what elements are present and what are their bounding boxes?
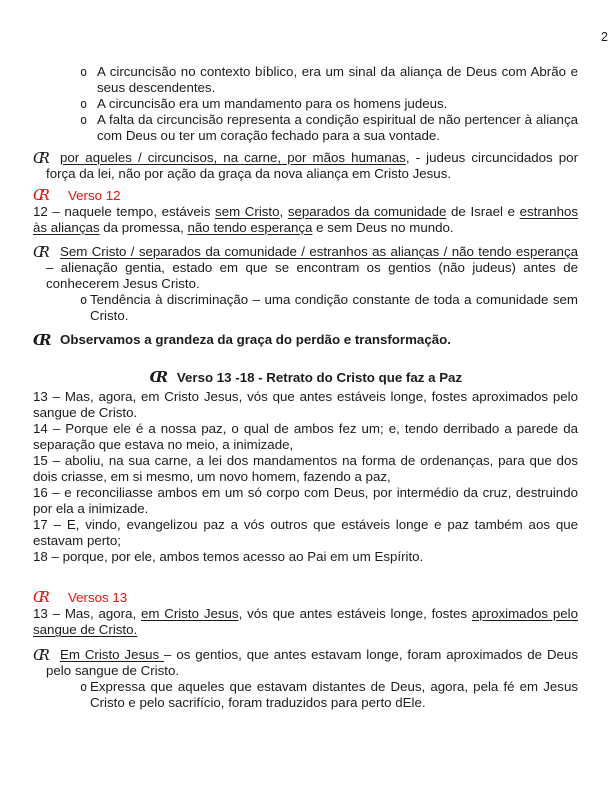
cr-note-circumcised	[33, 150, 578, 182]
verse-16-text: 16 – e reconciliasse ambos em um só corpo com Deus, por intermédio da cruz, destruindo por ela a inimizade.	[33, 485, 578, 516]
section-heading-verses-13-18	[33, 369, 578, 386]
circle-bullet-icon	[80, 292, 87, 308]
list-item-text: A circuncisão no contexto bíblico, era um sinal da aliança de Deus com Abrão e seus descendentes.	[97, 64, 578, 95]
heading-text: Versos 13	[68, 590, 128, 605]
cr-ornament-icon	[33, 187, 53, 203]
list-item-text: A falta da circuncisão representa a condição espiritual de não pertencer à aliança com Deus ou ter um coração fechado para a sua vontade.	[97, 112, 578, 143]
verse-12-heading	[33, 187, 578, 204]
cr-ornament-icon	[33, 150, 53, 166]
note-text	[46, 244, 578, 291]
sub-bullet-list-expressa	[33, 679, 578, 711]
verse-17-text: 17 – E, vindo, evangelizou paz a vós outros que estáveis longe e paz também aos que estavam perto;	[33, 517, 578, 548]
underlined-text-run: Em Cristo Jesus	[60, 647, 165, 662]
heading-text: Verso 12	[68, 188, 121, 203]
verse-12-text	[33, 204, 578, 236]
cr-note-in-christ-jesus	[33, 647, 578, 679]
text-run: 12 – naquele tempo, estáveis	[33, 204, 216, 219]
verse-13-text: 13 – Mas, agora, em Cristo Jesus, vós que antes estáveis longe, fostes aproximados pelo sangue de Cristo.	[33, 389, 578, 420]
circle-bullet-icon	[80, 64, 87, 80]
page-content	[0, 64, 612, 711]
text-run: da promessa,	[99, 220, 188, 235]
list-item	[33, 64, 578, 96]
note-text: Observamos a grandeza da graça do perdão e transformação.	[60, 332, 451, 347]
underlined-text-run: estranhos às alianças	[33, 204, 579, 235]
text-run: 13 – Mas, agora,	[33, 606, 141, 621]
sub-bullet-list-discrimination	[33, 292, 578, 324]
note-text	[46, 150, 578, 181]
list-item-text: Tendência à discriminação – uma condição constante de toda a comunidade sem Cristo.	[90, 292, 578, 323]
cr-ornament-icon	[33, 332, 53, 348]
cr-note-observation	[33, 332, 578, 348]
list-item	[33, 96, 578, 112]
text-run: de Israel e	[446, 204, 520, 219]
verse-14-text: 14 – Porque ele é a nossa paz, o qual de ambos fez um; e, tendo derribado a parede da separação que estava no meio, a inimizade,	[33, 421, 578, 452]
page-number: 2	[601, 30, 608, 44]
underlined-text-run: em Cristo Jesus	[140, 606, 239, 621]
circle-bullet-icon	[80, 96, 87, 112]
circle-bullet-icon	[80, 112, 87, 128]
text-run: e sem Deus no mundo.	[312, 220, 454, 235]
list-item	[33, 112, 578, 144]
list-item-text: Expressa que aqueles que estavam distantes de Deus, agora, pela fé em Jesus Cristo e pelo sacrifício, foram traduzidos para perto dEle.	[90, 679, 578, 710]
versos-13-heading	[33, 589, 578, 606]
cr-ornament-icon	[149, 369, 169, 385]
underlined-text-run: aproximados pelo sangue de Cristo.	[33, 606, 578, 637]
text-run: ,	[279, 204, 288, 219]
verse-13-underlined-text	[33, 606, 578, 638]
cr-note-alienation	[33, 244, 578, 292]
bullet-list-circumcision	[33, 64, 578, 144]
underlined-text-run: separados da comunidade	[287, 204, 447, 219]
list-item	[33, 292, 578, 324]
circle-bullet-icon	[80, 679, 87, 695]
cr-ornament-icon	[33, 589, 53, 605]
underlined-text-run: por aqueles / circuncisos, na carne, por mãos humanas	[60, 150, 406, 165]
verse-15-text: 15 – aboliu, na sua carne, a lei dos mandamentos na forma de ordenanças, para que dos dois criasse, em si mesmo, um novo homem, fazendo a paz,	[33, 453, 578, 484]
cr-ornament-icon	[33, 647, 53, 663]
verse-18-text: 18 – porque, por ele, ambos temos acesso ao Pai em um Espírito.	[33, 549, 424, 564]
text-run: , - judeus circuncidados por força da lei, não por ação da graça da nova aliança em Cristo Jesus.	[46, 150, 578, 181]
note-text	[46, 647, 578, 678]
text-run: , vós que antes estáveis longe, fostes	[238, 606, 472, 621]
list-item-text: A circuncisão era um mandamento para os homens judeus.	[97, 96, 448, 111]
heading-text: Verso 13 -18 - Retrato do Cristo que faz a Paz	[176, 370, 463, 385]
underlined-text-run: Sem Cristo / separados da comunidade / estranhos as alianças / não tendo esperança	[60, 244, 578, 259]
text-run: – os gentios, que antes estavam longe, foram aproximados de Deus pelo sangue de Cristo.	[46, 647, 578, 678]
text-run: – alienação gentia, estado em que se encontram os gentios (não judeus) antes de conhecerem Jesus Cristo.	[46, 260, 578, 291]
list-item	[33, 679, 578, 711]
underlined-text-run: não tendo esperança	[187, 220, 313, 235]
underlined-text-run: sem Cristo	[215, 204, 280, 219]
cr-ornament-icon	[33, 244, 53, 260]
